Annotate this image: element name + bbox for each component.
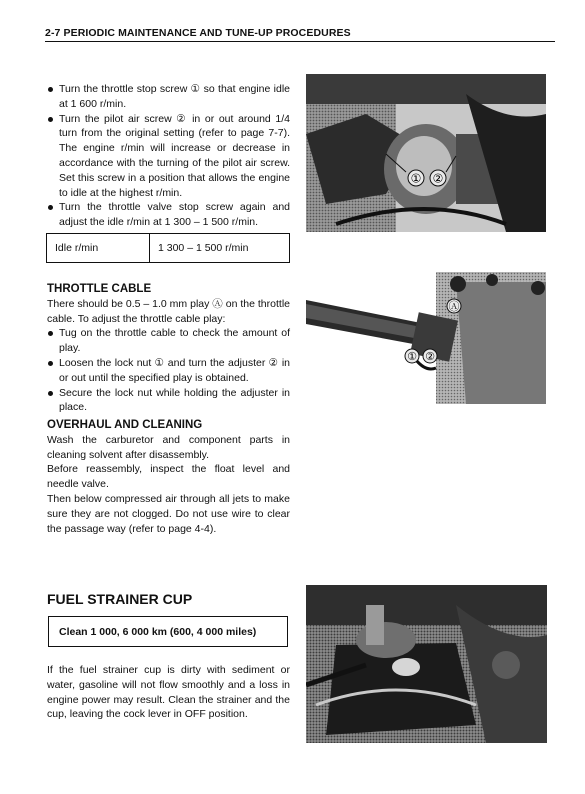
throttle-cable-photo-image: [306, 272, 546, 404]
throttle-cable-photo: [306, 272, 546, 404]
throttle-cable-section: [47, 282, 290, 415]
photo-label-2: ②: [432, 171, 444, 186]
photo-label-a: Ⓐ: [448, 300, 460, 313]
photo-label-2: ②: [425, 350, 435, 363]
overhaul-section: [47, 418, 290, 536]
fuel-strainer-text-block: [47, 663, 290, 722]
fuel-strainer-text: If the fuel strainer cup is dirty with sediment or water, gasoline will not flow smoothly and a loss in engine power may result. Clean the strainer and the cup, leaving the cock lever in OFF position.: [47, 664, 290, 721]
page-header: 2-7 PERIODIC MAINTENANCE AND TUNE-UP PROCEDURES: [45, 27, 351, 39]
photo-label-1: ①: [410, 171, 422, 186]
idle-spec-table: [46, 233, 290, 263]
carburetor-photo: [306, 74, 546, 232]
fuel-strainer-spec-box: Clean 1 000, 6 000 km (600, 4 000 miles): [48, 616, 288, 647]
list-item: Loosen the lock nut ① and turn the adjuster ② in or out until the specified play is obtained.: [47, 356, 290, 386]
list-item: Turn the pilot air screw ② in or out around 1/4 turn from the original setting (refer to page 7-7). The engine r/min will increase or decrease in accordance with the turning of the pilot air screw. Set this screw in a position that allows the engine to idle at the highest r/min.: [47, 112, 290, 201]
header-rule: [45, 41, 555, 42]
list-item: Turn the throttle valve stop screw again and adjust the idle r/min at 1 300 – 1 500 r/min.: [47, 200, 290, 230]
idle-spec-label: Idle r/min: [55, 242, 99, 254]
fuel-strainer-photo-image: [306, 585, 547, 743]
list-item: Tug on the throttle cable to check the amount of play.: [47, 326, 290, 356]
section-heading: OVERHAUL AND CLEANING: [47, 419, 203, 431]
list-item: Turn the throttle stop screw ① so that engine idle at 1 600 r/min.: [47, 82, 290, 112]
fuel-strainer-heading-block: [47, 592, 290, 607]
overhaul-paragraph: Wash the carburetor and component parts in cleaning solvent after disassembly.: [47, 433, 290, 461]
idle-spec-value: 1 300 – 1 500 r/min: [149, 234, 256, 262]
overhaul-paragraph: Then below compressed air through all jets to make sure they are not clogged. Do not use wire to clear the passage way (refer to page 4-4).: [47, 492, 290, 535]
photo-label-1: ①: [407, 350, 417, 363]
idle-instructions: [47, 82, 290, 230]
list-item: Secure the lock nut while holding the adjuster in place.: [47, 386, 290, 416]
overhaul-paragraph: Before reassembly, inspect the float level and needle valve.: [47, 463, 290, 491]
section-heading: THROTTLE CABLE: [47, 283, 152, 295]
fuel-strainer-photo: [306, 585, 547, 743]
section-heading: FUEL STRAINER CUP: [47, 591, 193, 607]
throttle-cable-intro: There should be 0.5 – 1.0 mm play Ⓐ on the throttle cable. To adjust the throttle cable play:: [47, 297, 290, 325]
carburetor-photo-image: [306, 74, 546, 232]
